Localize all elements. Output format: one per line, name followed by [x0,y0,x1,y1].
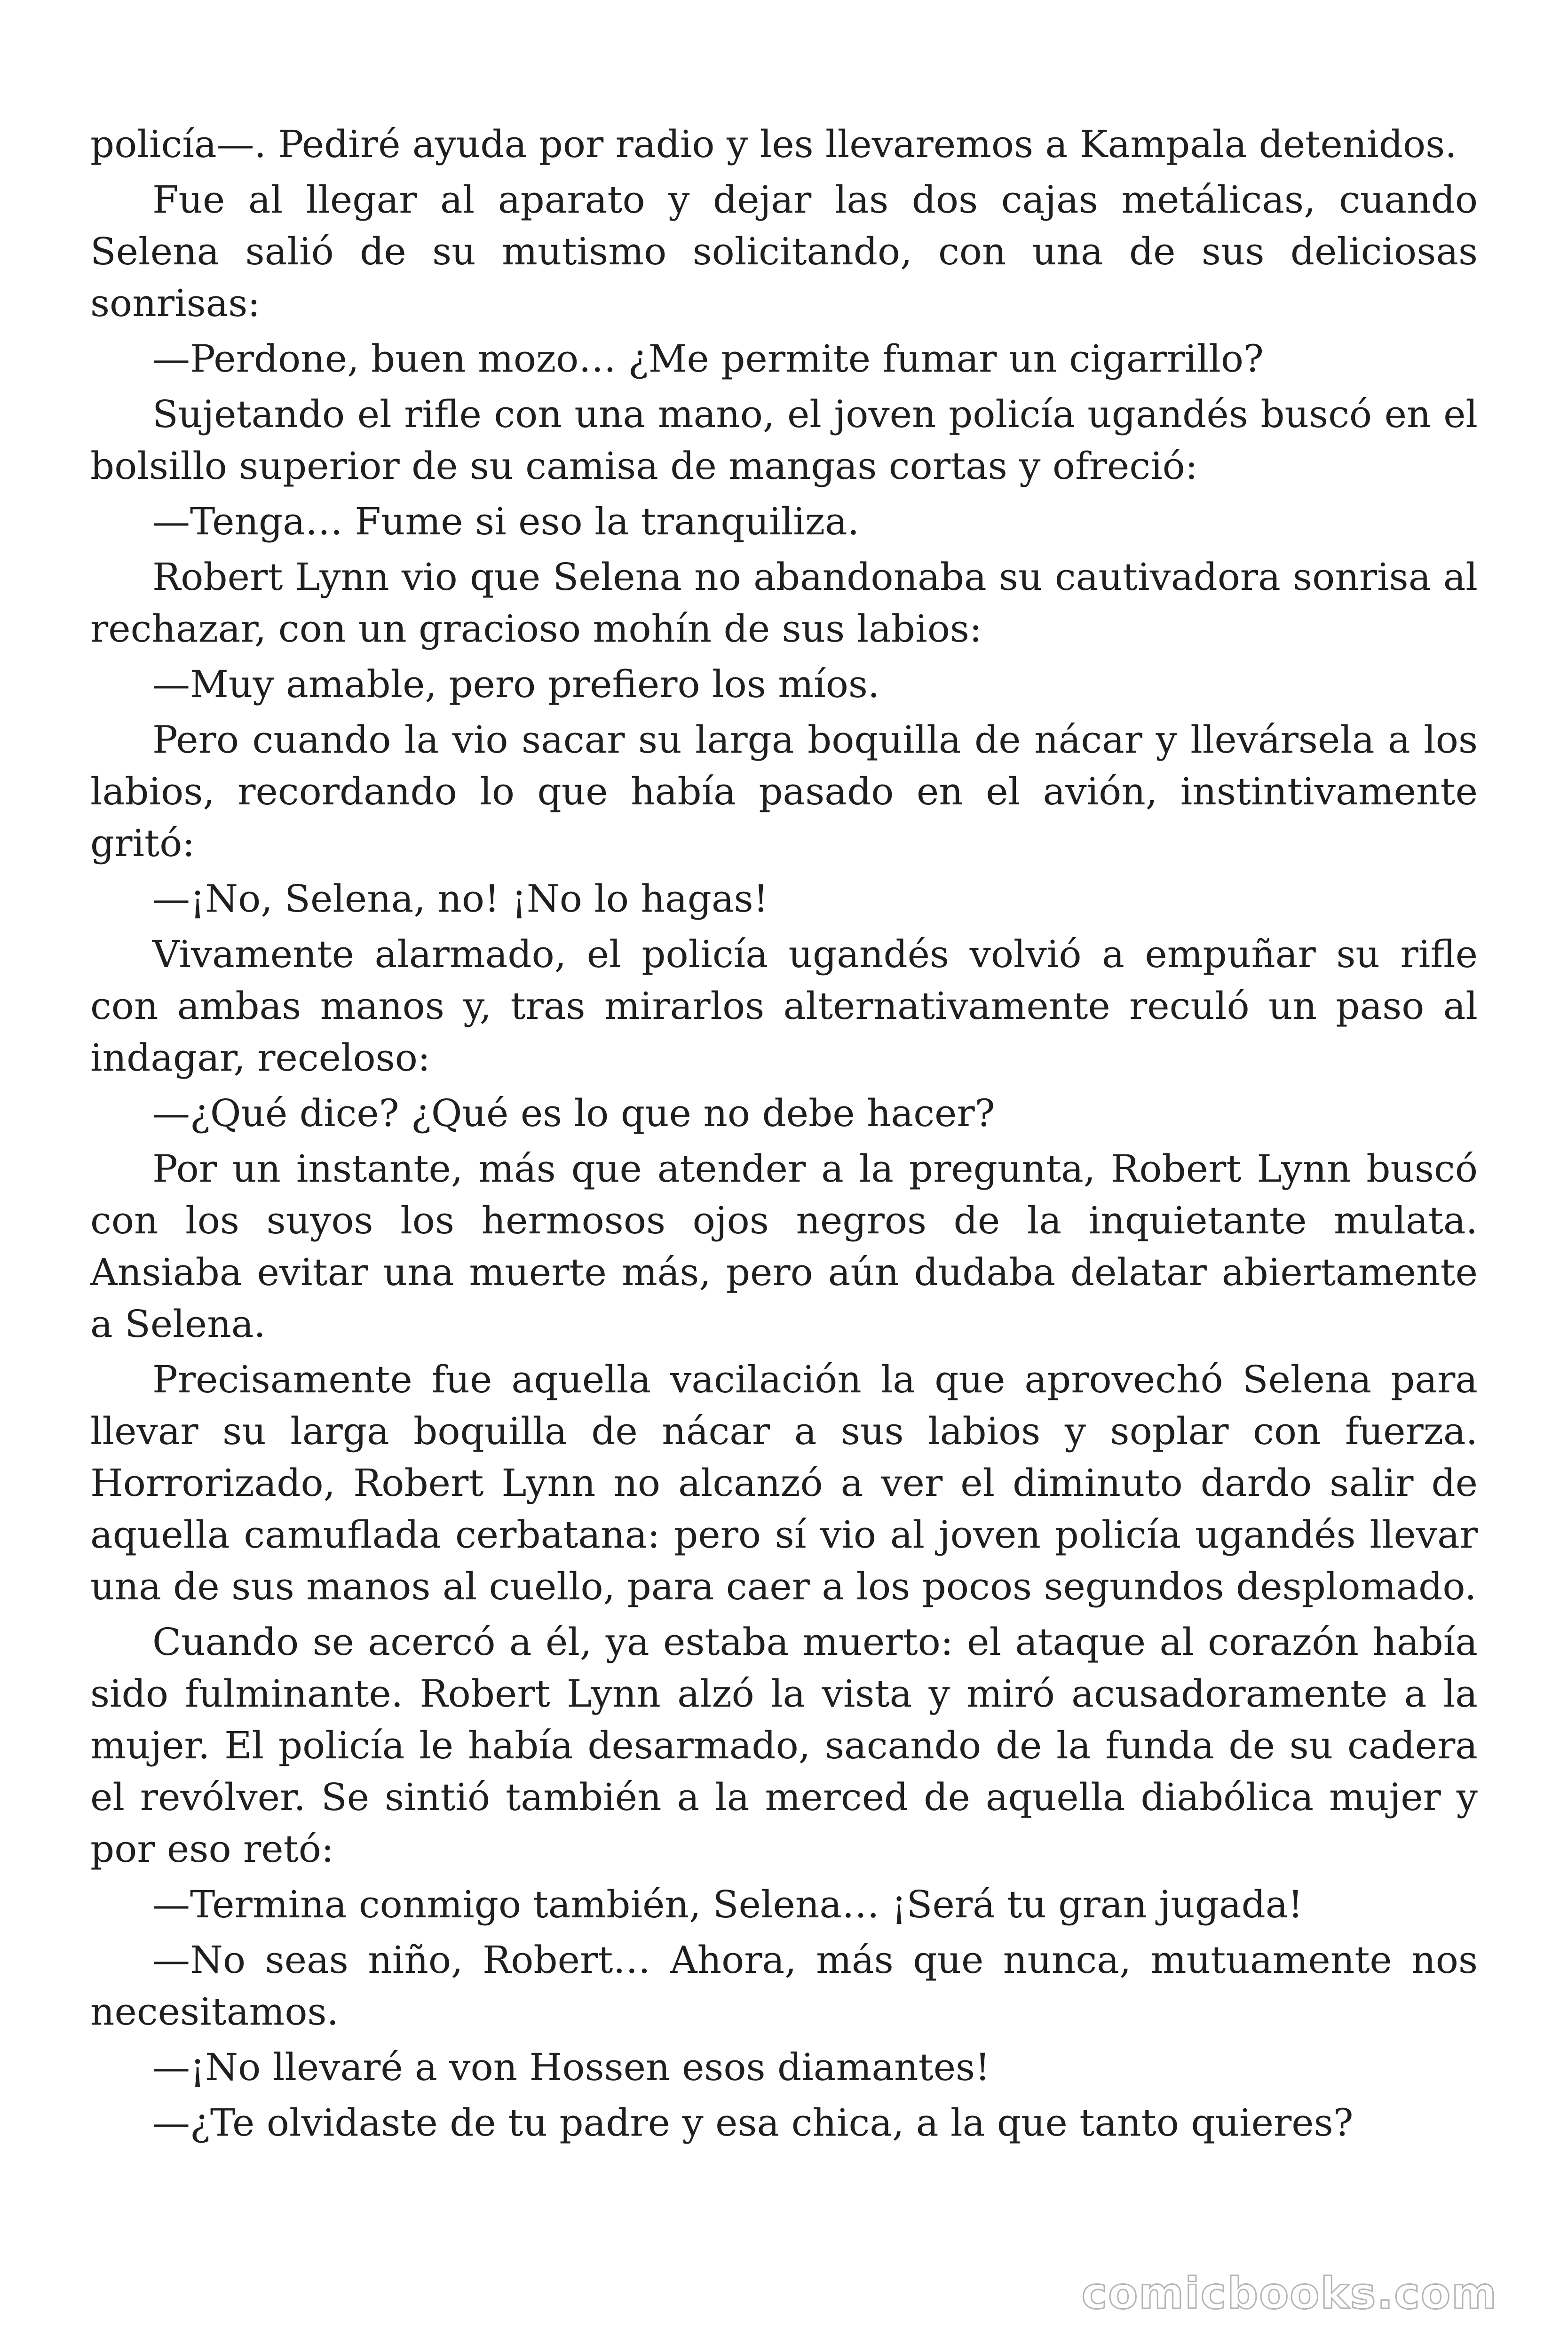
paragraph: Cuando se acercó a él, ya estaba muerto: el ataque al corazón había sido fulminante. Robert Lynn alzó la vista y miró acusadoramente a la mujer. El policía le había desarmado, sacando de la funda de su cadera el revólver. Se sintió también a la merced de aquella diabólica mujer y por eso retó: [90,1620,1478,1871]
paragraph: —Termina conmigo también, Selena… ¡Será tu gran jugada! [152,1883,1303,1926]
paragraph: —No seas niño, Robert… Ahora, más que nunca, mutuamente nos necesitamos. [90,1938,1478,2034]
paragraph: policía—. Pediré ayuda por radio y les llevaremos a Kampala detenidos. [90,122,1457,166]
paragraph: Precisamente fue aquella vacilación la que aprovechó Selena para llevar su larga boquilla de nácar a sus labios y soplar con fuerza. Horrorizado, Robert Lynn no alcanzó a ver el diminuto dardo salir de aquella camuflada cerbatana: pero sí vio al joven policía ugandés llevar una de sus manos al cuello, para caer a los pocos segundos desplomado. [90,1358,1478,1608]
paragraph: —Muy amable, pero prefiero los míos. [152,662,880,706]
watermark: comicbooks.com [1081,2268,1497,2319]
paragraph: Sujetando el rifle con una mano, el joven policía ugandés buscó en el bolsillo superior de su camisa de mangas cortas y ofreció: [90,392,1478,488]
paragraph: Por un instante, más que atender a la pregunta, Robert Lynn buscó con los suyos los hermosos ojos negros de la inquietante mulata. Ansiaba evitar una muerte más, pero aún dudaba delatar abiertamente a Selena. [90,1147,1478,1346]
paragraph: —Perdone, buen mozo… ¿Me permite fumar un cigarrillo? [152,337,1264,381]
paragraph: Pero cuando la vio sacar su larga boquilla de nácar y llevársela a los labios, recordando lo que había pasado en el avión, instintivamente gritó: [90,718,1478,865]
paragraph: Robert Lynn vio que Selena no abandonaba su cautivadora sonrisa al rechazar, con un gracioso mohín de sus labios: [90,555,1478,651]
paragraph: —Tenga… Fume si eso la tranquiliza. [152,500,860,543]
book-page-text [90,119,1478,2149]
paragraph: Fue al llegar al aparato y dejar las dos cajas metálicas, cuando Selena salió de su mutismo solicitando, con una de sus deliciosas sonrisas: [90,178,1478,325]
paragraph: Vivamente alarmado, el policía ugandés volvió a empuñar su rifle con ambas manos y, tras mirarlos alternativamente reculó un paso al indagar, receloso: [90,932,1478,1080]
paragraph: —¿Te olvidaste de tu padre y esa chica, a la que tanto quieres? [152,2101,1354,2145]
paragraph: —¡No llevaré a von Hossen esos diamantes! [152,2045,990,2089]
paragraph: —¿Qué dice? ¿Qué es lo que no debe hacer? [152,1091,995,1135]
paragraph: —¡No, Selena, no! ¡No lo hagas! [152,877,768,921]
